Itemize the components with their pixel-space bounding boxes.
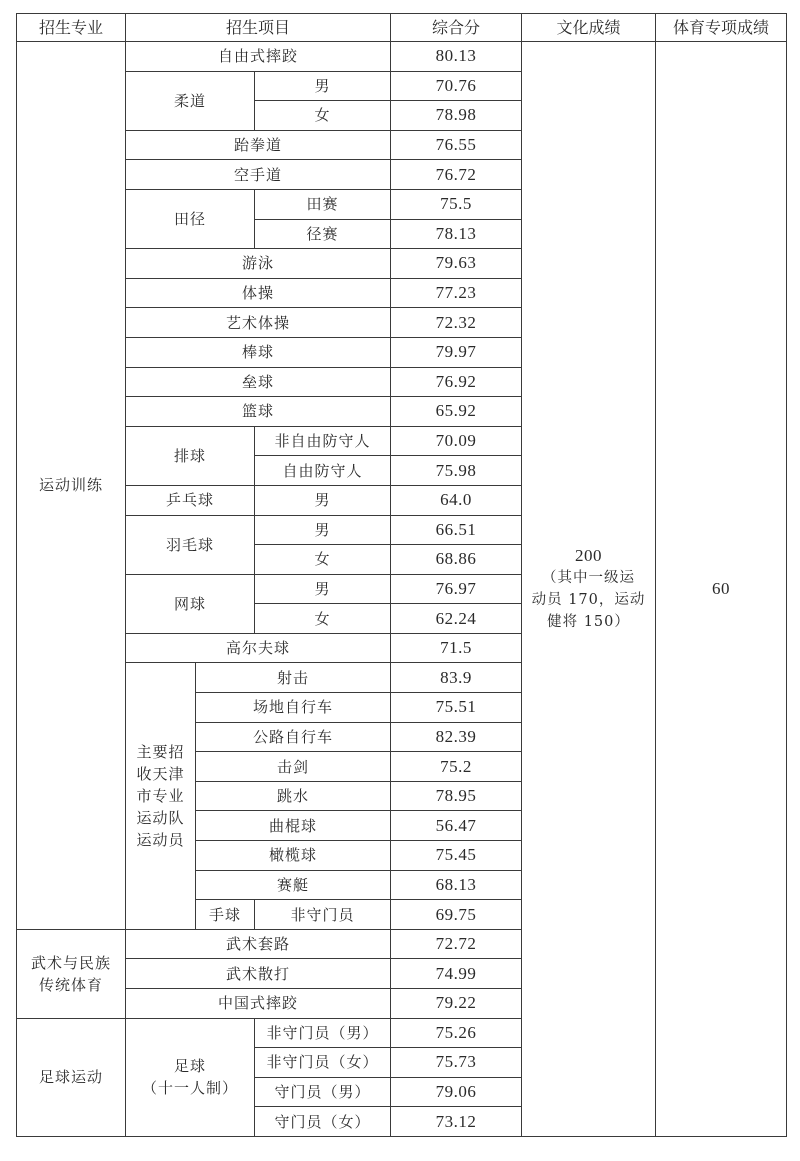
item-cell: 径赛 [255, 219, 391, 249]
item-cell: 棒球 [126, 337, 391, 367]
group-football-line: （十一人制） [141, 1079, 238, 1098]
item-cell: 体操 [126, 278, 391, 308]
header-project: 招生项目 [126, 14, 391, 42]
header-culture: 文化成绩 [522, 14, 656, 42]
group-volleyball: 排球 [126, 426, 255, 485]
table-row [17, 42, 787, 72]
culture-score-cell [522, 42, 656, 1137]
item-cell: 曲棍球 [196, 811, 391, 841]
item-cell: 空手道 [126, 160, 391, 190]
admission-score-table [16, 13, 787, 1137]
score-cell: 77.23 [391, 278, 522, 308]
group-pingpong: 乒乓球 [126, 485, 255, 515]
item-cell: 非守门员（男） [255, 1018, 391, 1048]
score-cell: 73.12 [391, 1107, 522, 1137]
item-cell: 篮球 [126, 397, 391, 427]
score-cell: 83.9 [391, 663, 522, 693]
group-tianjin-line: 收天津 [136, 765, 185, 784]
header-major: 招生专业 [17, 14, 126, 42]
group-tianjin-line: 市专业 [136, 787, 185, 806]
score-cell: 66.51 [391, 515, 522, 545]
item-cell: 男 [255, 485, 391, 515]
score-cell: 78.95 [391, 781, 522, 811]
item-cell: 游泳 [126, 249, 391, 279]
score-cell: 69.75 [391, 900, 522, 930]
group-football-line: 足球 [173, 1057, 206, 1076]
item-cell: 自由防守人 [255, 456, 391, 486]
item-cell: 武术散打 [126, 959, 391, 989]
score-cell: 82.39 [391, 722, 522, 752]
score-cell: 62.24 [391, 604, 522, 634]
item-cell: 公路自行车 [196, 722, 391, 752]
score-cell: 70.09 [391, 426, 522, 456]
item-cell: 场地自行车 [196, 693, 391, 723]
item-cell: 射击 [196, 663, 391, 693]
score-cell: 79.22 [391, 989, 522, 1019]
group-tianjin [126, 663, 196, 929]
item-cell: 守门员（女） [255, 1107, 391, 1137]
sport-score-cell: 60 [656, 42, 787, 1137]
major-training: 运动训练 [17, 42, 126, 930]
group-athletics: 田径 [126, 189, 255, 248]
item-cell: 高尔夫球 [126, 633, 391, 663]
item-cell: 跆拳道 [126, 130, 391, 160]
item-cell: 垒球 [126, 367, 391, 397]
item-cell: 女 [255, 604, 391, 634]
item-cell: 中国式摔跤 [126, 989, 391, 1019]
item-cell: 橄榄球 [196, 841, 391, 871]
item-cell: 跳水 [196, 781, 391, 811]
major-wushu [17, 929, 126, 1018]
score-cell: 64.0 [391, 485, 522, 515]
score-cell: 75.51 [391, 693, 522, 723]
major-wushu-line: 传统体育 [38, 975, 103, 994]
score-cell: 76.72 [391, 160, 522, 190]
score-cell: 76.97 [391, 574, 522, 604]
score-cell: 65.92 [391, 397, 522, 427]
score-cell: 75.5 [391, 189, 522, 219]
score-cell: 75.73 [391, 1048, 522, 1078]
score-cell: 71.5 [391, 633, 522, 663]
group-judo: 柔道 [126, 71, 255, 130]
group-tennis: 网球 [126, 574, 255, 633]
major-football: 足球运动 [17, 1018, 126, 1136]
score-cell: 68.13 [391, 870, 522, 900]
group-tianjin-line: 运动队 [136, 809, 185, 828]
item-cell: 非守门员（女） [255, 1048, 391, 1078]
group-badminton: 羽毛球 [126, 515, 255, 574]
item-cell: 击剑 [196, 752, 391, 782]
group-tianjin-line: 运动员 [136, 831, 185, 850]
score-cell: 80.13 [391, 42, 522, 72]
score-cell: 56.47 [391, 811, 522, 841]
culture-note-1: （其中一级运 [542, 569, 635, 586]
item-cell: 男 [255, 574, 391, 604]
culture-note-2: 动员 170，运动 [531, 591, 646, 608]
item-cell: 守门员（男） [255, 1077, 391, 1107]
item-cell: 男 [255, 71, 391, 101]
item-cell: 非自由防守人 [255, 426, 391, 456]
item-cell: 女 [255, 545, 391, 575]
item-cell: 自由式摔跤 [126, 42, 391, 72]
score-cell: 72.72 [391, 929, 522, 959]
score-cell: 75.26 [391, 1018, 522, 1048]
header-row [17, 14, 787, 42]
major-wushu-line: 武术与民族 [30, 953, 111, 972]
score-cell: 79.06 [391, 1077, 522, 1107]
item-cell: 女 [255, 101, 391, 131]
item-cell: 赛艇 [196, 870, 391, 900]
score-cell: 76.92 [391, 367, 522, 397]
score-cell: 74.99 [391, 959, 522, 989]
item-cell: 艺术体操 [126, 308, 391, 338]
score-cell: 68.86 [391, 545, 522, 575]
score-cell: 75.45 [391, 841, 522, 871]
item-cell: 田赛 [255, 189, 391, 219]
score-cell: 79.97 [391, 337, 522, 367]
score-cell: 78.13 [391, 219, 522, 249]
item-cell: 武术套路 [126, 929, 391, 959]
score-cell: 79.63 [391, 249, 522, 279]
item-cell: 非守门员 [255, 900, 391, 930]
culture-score: 200 [575, 545, 602, 565]
header-sport: 体育专项成绩 [656, 14, 787, 42]
score-cell: 75.98 [391, 456, 522, 486]
score-cell: 70.76 [391, 71, 522, 101]
group-football [126, 1018, 255, 1136]
header-composite: 综合分 [391, 14, 522, 42]
score-cell: 72.32 [391, 308, 522, 338]
culture-note-3: 健将 150） [547, 613, 630, 630]
item-cell: 男 [255, 515, 391, 545]
group-handball: 手球 [196, 900, 255, 930]
score-cell: 75.2 [391, 752, 522, 782]
group-tianjin-line: 主要招 [136, 743, 185, 762]
score-cell: 76.55 [391, 130, 522, 160]
score-cell: 78.98 [391, 101, 522, 131]
